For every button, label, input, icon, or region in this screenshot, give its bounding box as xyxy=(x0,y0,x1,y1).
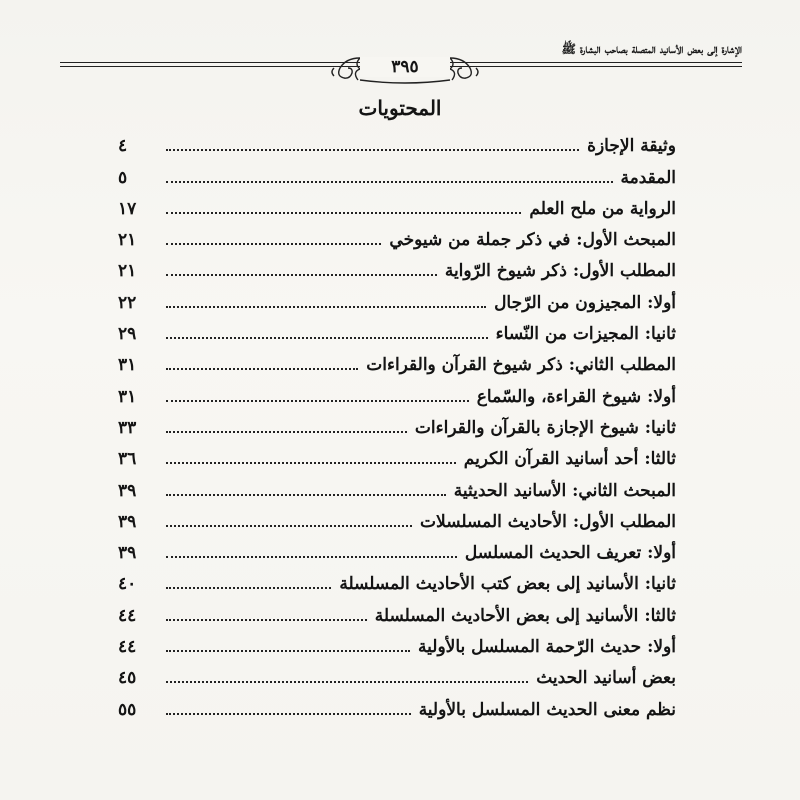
toc-entry xyxy=(118,470,676,501)
dot-leader xyxy=(166,212,521,214)
toc-entry xyxy=(118,189,676,220)
toc-entry-page: ٢٢ xyxy=(118,292,137,313)
dot-leader xyxy=(166,306,486,308)
toc-entry xyxy=(118,564,676,595)
toc-entry-page: ٤٤ xyxy=(118,637,137,658)
dot-leader xyxy=(166,462,456,464)
dot-leader xyxy=(166,587,331,589)
dot-leader xyxy=(166,681,528,683)
toc-entry xyxy=(118,157,676,188)
dot-leader xyxy=(166,494,446,496)
toc-entry-page: ١٧ xyxy=(118,198,137,219)
toc-entry-text: الرواية من ملح العلم xyxy=(529,198,676,219)
toc-entry-page: ٤٤ xyxy=(118,605,137,626)
toc-entry xyxy=(118,439,676,470)
toc-entry-page: ٣٣ xyxy=(118,417,137,438)
toc-entry-page: ٥ xyxy=(118,167,128,188)
toc-entry xyxy=(118,533,676,564)
toc-entry-page: ٣٩ xyxy=(118,480,137,501)
toc-entry-text: أولا: حديث الرّحمة المسلسل بالأولية xyxy=(418,637,676,658)
dot-leader xyxy=(166,368,358,370)
toc-entry xyxy=(118,376,676,407)
toc-entry xyxy=(118,345,676,376)
toc-entry-page: ٣٩ xyxy=(118,543,137,564)
toc-entry-text: المبحث الأول: في ذكر جملة من شيوخي xyxy=(389,230,676,251)
toc-entry-text: المقدمة xyxy=(620,167,676,188)
toc-entry xyxy=(118,126,676,157)
toc-entry xyxy=(118,251,676,282)
dot-leader xyxy=(166,431,407,433)
dot-leader xyxy=(166,713,411,715)
toc-entry xyxy=(118,282,676,313)
dot-leader xyxy=(166,243,381,245)
toc-title: المحتويات xyxy=(358,96,442,120)
toc-entry-text: ثانيا: شيوخ الإجازة بالقرآن والقراءات xyxy=(414,417,676,438)
dot-leader xyxy=(166,650,410,652)
toc-entry-text: نظم معنى الحديث المسلسل بالأولية xyxy=(418,699,676,720)
toc-entry-page: ٢١ xyxy=(118,230,137,251)
dot-leader xyxy=(166,400,469,402)
toc-entry xyxy=(118,408,676,439)
toc-entry-page: ٣٦ xyxy=(118,449,137,470)
toc-entry-text: المطلب الأول: ذكر شيوخ الرّواية xyxy=(444,261,676,282)
toc-entry-text: المبحث الثاني: الأسانيد الحديثية xyxy=(453,480,676,501)
toc-entry-page: ٤ xyxy=(118,136,128,157)
toc-entry-page: ٣١ xyxy=(118,355,137,376)
toc-entry-page: ٣١ xyxy=(118,386,137,407)
toc-entry-text: ثانيا: الأسانيد إلى بعض كتب الأحاديث المسلسلة xyxy=(339,574,676,595)
toc-entry-page: ٤٥ xyxy=(118,668,137,689)
toc-entry-text: بعض أسانيد الحديث xyxy=(536,668,676,689)
running-title: الإشارة إلى بعض الأسانيد المتصلة بصاحب البشارة ﷺ xyxy=(561,42,742,56)
toc-entry xyxy=(118,627,676,658)
toc-entry xyxy=(118,314,676,345)
dot-leader xyxy=(166,181,613,183)
toc-entry-text: أولا: المجيزون من الرّجال xyxy=(494,292,676,313)
dot-leader xyxy=(166,556,457,558)
toc-entry xyxy=(118,502,676,533)
dot-leader xyxy=(166,149,579,151)
toc-entry xyxy=(118,689,676,720)
toc-entry-text: المطلب الأول: الأحاديث المسلسلات xyxy=(420,511,676,532)
toc-list xyxy=(118,126,676,721)
dot-leader xyxy=(166,525,412,527)
page-number: ٣٩٥ xyxy=(360,57,450,77)
toc-entry-page: ٥٥ xyxy=(118,699,137,720)
dot-leader xyxy=(166,337,488,339)
toc-entry-page: ٤٠ xyxy=(118,574,137,595)
toc-entry-page: ٢١ xyxy=(118,261,137,282)
toc-entry-text: ثانيا: المجيزات من النّساء xyxy=(495,324,676,345)
toc-entry xyxy=(118,658,676,689)
toc-entry-text: ثالثا: الأسانيد إلى بعض الأحاديث المسلسلة xyxy=(374,605,676,626)
dot-leader xyxy=(166,619,367,621)
toc-entry-text: أولا: شيوخ القراءة، والسّماع xyxy=(476,386,676,407)
toc-entry-page: ٣٩ xyxy=(118,511,137,532)
toc-entry-text: أولا: تعريف الحديث المسلسل xyxy=(464,543,676,564)
toc-entry-page: ٢٩ xyxy=(118,324,137,345)
toc-entry xyxy=(118,220,676,251)
toc-entry-text: ثالثا: أحد أسانيد القرآن الكريم xyxy=(463,449,676,470)
toc-entry-text: المطلب الثاني: ذكر شيوخ القرآن والقراءات xyxy=(366,355,676,376)
toc-entry xyxy=(118,595,676,626)
dot-leader xyxy=(166,274,437,276)
toc-entry-text: وثيقة الإجازة xyxy=(587,136,676,157)
